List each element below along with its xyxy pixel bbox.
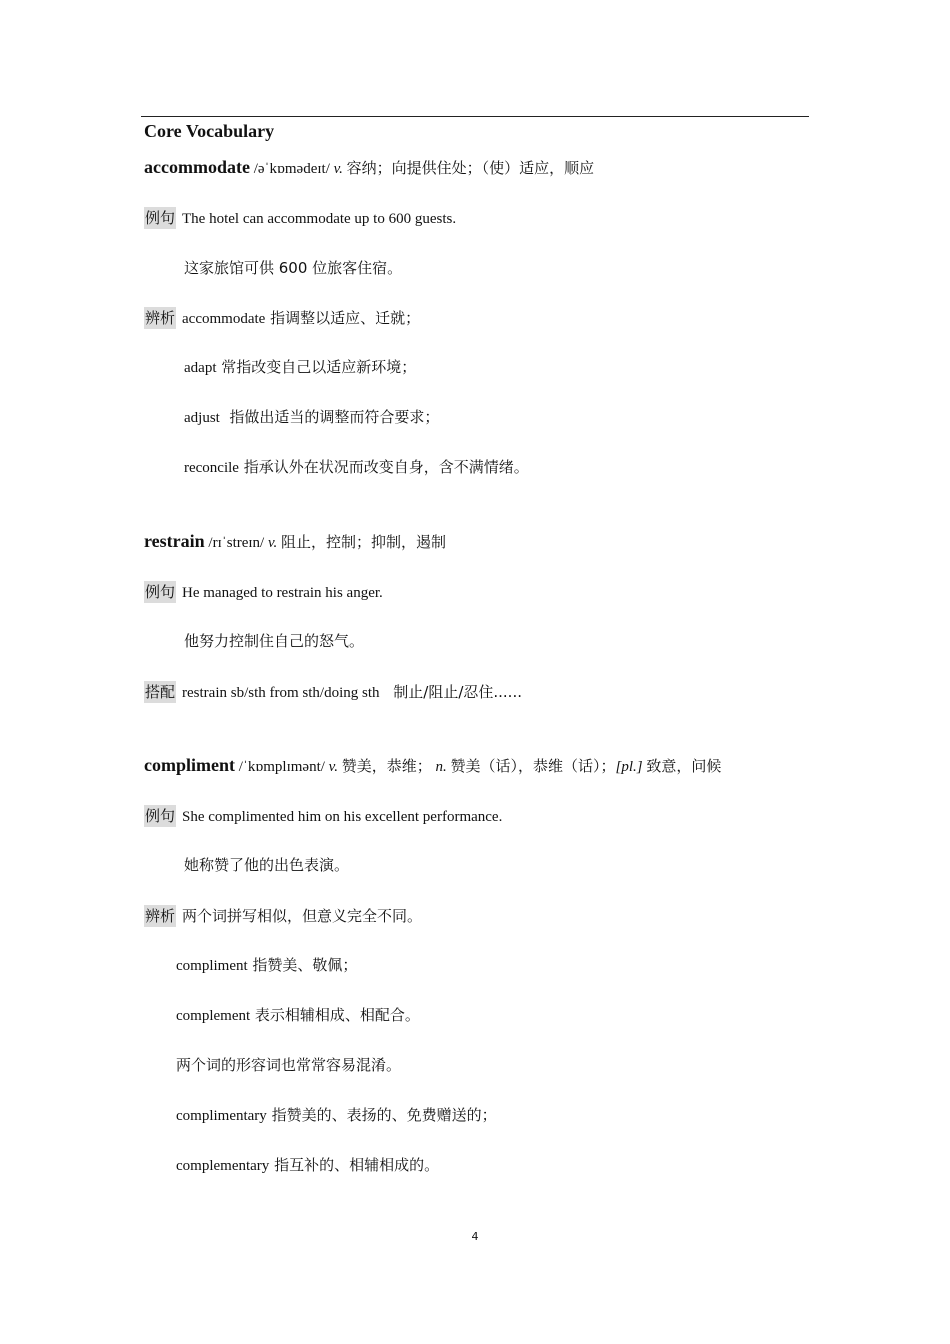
analysis-row — [176, 1105, 497, 1126]
example-en: She complimented him on his excellent performance. — [182, 809, 503, 825]
analysis-row — [184, 457, 529, 478]
analysis-word: adjust — [184, 410, 220, 426]
analysis-row — [184, 407, 439, 428]
analysis-text: 指做出适当的调整而符合要求； — [219, 408, 440, 426]
part-of-speech: v. — [267, 535, 278, 551]
example-row — [144, 581, 383, 603]
headword: accommodate — [144, 157, 250, 177]
collocation-tag: 搭配 — [145, 683, 176, 701]
analysis-word: accommodate — [182, 311, 266, 327]
example-cn: 这家旅馆可供 600 位旅客住宿。 — [184, 259, 403, 277]
analysis-word: reconcile — [184, 460, 239, 476]
page-number: 4 — [471, 1230, 479, 1243]
analysis-text: 指赞美的、表扬的、免费赠送的； — [266, 1106, 497, 1124]
phonetic: /əˈkɒmədeɪt/ — [253, 161, 330, 177]
headword: restrain — [144, 531, 205, 551]
meaning: 赞美，恭维； — [341, 757, 432, 775]
example-cn: 她称赞了他的出色表演。 — [184, 856, 350, 874]
part-of-speech: n. — [435, 759, 447, 775]
part-of-speech: v. — [328, 759, 338, 775]
analysis-word: complementary — [176, 1158, 270, 1174]
example-row — [144, 805, 502, 827]
analysis-word: complimentary — [176, 1108, 267, 1124]
collocation-cn: 制止/阻止/忍住...... — [393, 683, 522, 701]
part-of-speech: [pl.] — [615, 759, 643, 775]
section-title: Core Vocabulary — [144, 121, 275, 141]
analysis-text: 表示相辅相成、相配合。 — [250, 1006, 420, 1024]
analysis-tag: 辨析 — [145, 907, 176, 925]
analysis-row — [176, 1155, 439, 1176]
example-tag: 例句 — [145, 583, 176, 601]
analysis-text: 常指改变自己以适应新环境； — [216, 358, 417, 376]
header-rule — [141, 116, 809, 117]
analysis-row — [144, 307, 420, 329]
entry-compliment-head — [144, 755, 721, 777]
analysis-word: complement — [176, 1008, 251, 1024]
entry-restrain-head — [144, 531, 446, 553]
analysis-intro: 两个词拼写相似，但意义完全不同。 — [182, 907, 423, 925]
analysis-tag: 辨析 — [145, 309, 176, 327]
collocation-row — [144, 681, 522, 703]
headword: compliment — [144, 755, 235, 775]
analysis-text: 指互补的、相辅相成的。 — [269, 1156, 440, 1174]
example-tag: 例句 — [145, 209, 176, 227]
analysis-row — [176, 1055, 401, 1076]
meaning: 容纳；向提供住处；（使）适应，顺应 — [346, 159, 595, 177]
example-cn: 他努力控制住自己的怒气。 — [184, 632, 365, 650]
analysis-row — [176, 1005, 420, 1026]
analysis-text: 两个词的形容词也常常容易混淆。 — [176, 1056, 402, 1074]
meaning: 致意，问候 — [646, 757, 722, 775]
collocation-en: restrain sb/sth from sth/doing sth — [182, 685, 380, 701]
analysis-text: 指调整以适应、迁就； — [265, 309, 421, 327]
part-of-speech: v. — [333, 161, 343, 177]
analysis-text: 指承认外在状况而改变自身，含不满情绪。 — [238, 458, 529, 476]
meaning: 赞美（话），恭维（话）； — [450, 757, 616, 775]
example-row — [144, 207, 456, 229]
phonetic: /ˈkɒmplɪmənt/ — [238, 759, 325, 775]
analysis-row — [176, 955, 357, 976]
analysis-row — [184, 357, 416, 378]
analysis-word: adapt — [184, 360, 217, 376]
example-en: The hotel can accommodate up to 600 guests. — [182, 211, 457, 227]
phonetic: /rɪˈstreɪn/ — [208, 535, 265, 551]
entry-accommodate-head — [144, 157, 594, 179]
analysis-word: compliment — [176, 958, 248, 974]
meaning: 阻止，控制；抑制，遏制 — [281, 533, 447, 551]
example-en: He managed to restrain his anger. — [182, 585, 383, 601]
example-tag: 例句 — [145, 807, 176, 825]
analysis-text: 指赞美、敬佩； — [247, 956, 358, 974]
analysis-row — [144, 905, 422, 927]
